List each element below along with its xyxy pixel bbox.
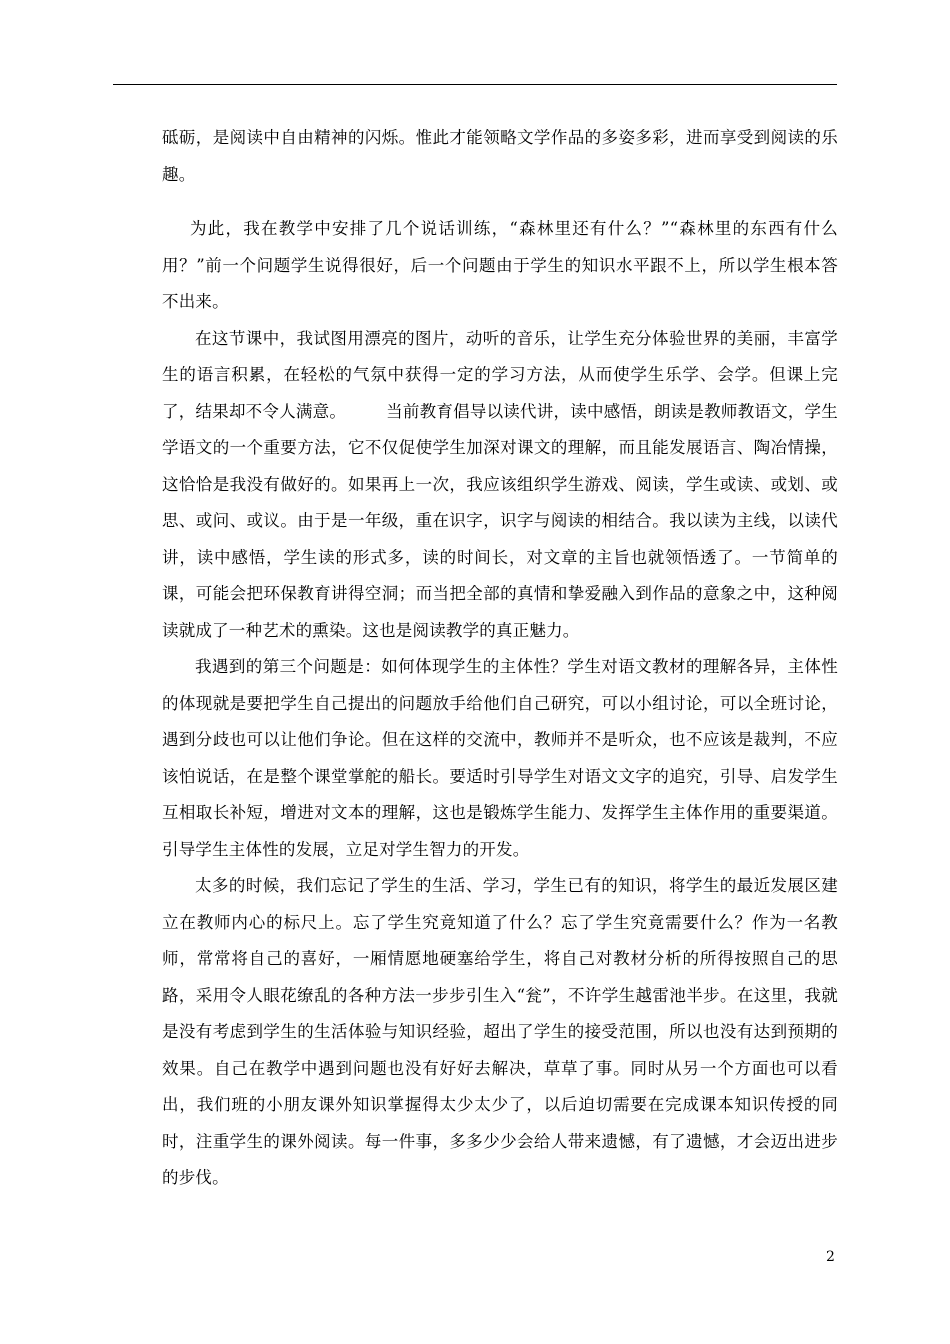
paragraph-1: 砥砺，是阅读中自由精神的闪烁。惟此才能领略文学作品的多姿多彩，进而享受到阅读的乐趣。 — [162, 128, 838, 184]
header-rule — [113, 84, 837, 85]
page-number: 2 — [826, 1249, 835, 1265]
document-body — [162, 120, 838, 1197]
paragraph-6: 太多的时候，我们忘记了学生的生活、学习，学生已有的知识，将学生的最近发展区建立在教师内心的标尺上。忘了学生究竟知道了什么？忘了学生究竟需要什么？作为一名教师，常常将自己的喜好，一厢情愿地硬塞给学生，将自己对教材分析的所得按照自己的思路，采用令人眼花缭乱的各种方法一步步引生入“瓮”，不许学生越雷池半步。在这里，我就是没有考虑到学生的生活体验与知识经验，超出了学生的接受范围，所以也没有达到预期的效果。自己在教学中遇到问题也没有好好去解决，草草了事。同时从另一个方面也可以看出，我们班的小朋友课外知识掌握得太少太少了，以后迫切需要在完成课本知识传授的同时，注重学生的课外阅读。每一件事，多多少少会给人带来遗憾，有了遗憾，才会迈出进步的步伐。 — [162, 876, 838, 1187]
paragraph-3 — [162, 321, 838, 650]
paragraph-4-text: 当前教育倡导以读代讲，读中感悟，朗读是教师教语文，学生学语文的一个重要方法，它不仅促使学生加深对课文的理解，而且能发展语言、陶冶情操，这恰恰是我没有做好的。如果再上一次，我应该组织学生游戏、阅读，学生或读、或划、或思、或问、或议。由于是一年级，重在识字，识字与阅读的相结合。我以读为主线，以读代讲，读中感悟，学生读的形式多，读的时间长，对文章的主旨也就领悟透了。一节简单的课，可能会把环保教育讲得空洞；而当把全部的真情和挚爱融入到作品的意象之中，这种阅读就成了一种艺术的熏染。这也是阅读教学的真正魅力。 — [162, 401, 838, 640]
paragraph-5: 我遇到的第三个问题是：如何体现学生的主体性？学生对语文教材的理解各异，主体性的体现就是要把学生自己提出的问题放手给他们自己研究，可以小组讨论，可以全班讨论，遇到分歧也可以让他们争论。但在这样的交流中，教师并不是听众，也不应该是裁判，不应该怕说话，在是整个课堂掌舵的船长。要适时引导学生对语文文字的追究，引导、启发学生互相取长补短，增进对文本的理解，这也是锻炼学生能力、发挥学生主体作用的重要渠道。引导学生主体性的发展，立足对学生智力的开发。 — [162, 657, 838, 859]
paragraph-2: 为此，我在教学中安排了几个说话训练，“森林里还有什么？”“森林里的东西有什么用？”前一个问题学生说得很好，后一个问题由于学生的知识水平跟不上，所以学生根本答不出来。 — [162, 219, 838, 311]
paragraph-3-text: 在这节课中，我试图用漂亮的图片，动听的音乐，让学生充分体验世界的美丽，丰富学生的语言积累，在轻松的气氛中获得一定的学习方法，从而使学生乐学、会学。但课上完了，结果却不令人满意。 — [162, 328, 838, 421]
